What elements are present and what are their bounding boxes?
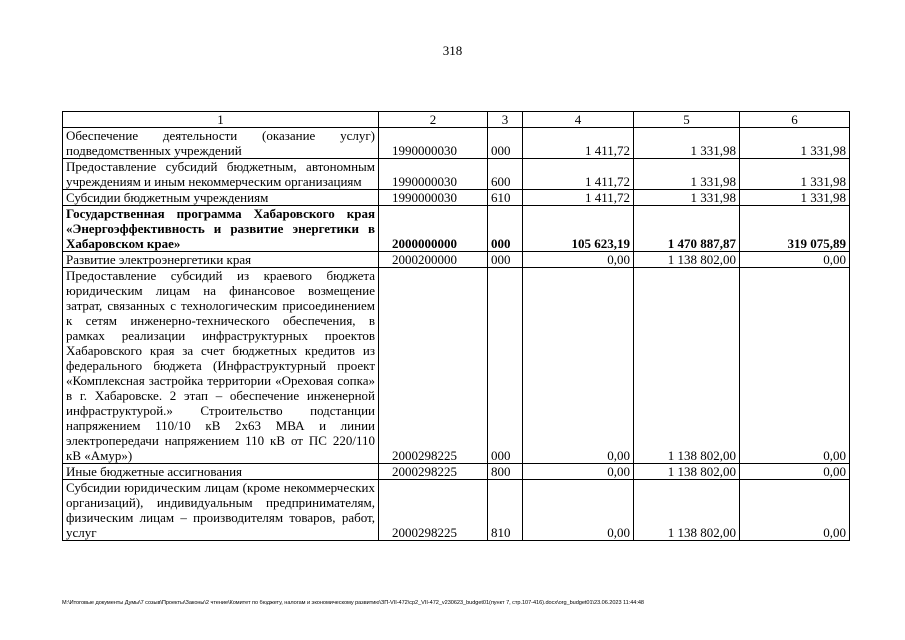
document-path-footer: M:\Итоговые документы Думы\7 созыв\Проекты\Законы\2 чтение\Комитет по бюджету, налогам и экономическому развитию\ЗП-VII-472\ср2_VII-472_v230623_budget01(пункт 7, стр.107-416).docx\org_budget01\23.06.2023 11:44:48 <box>62 600 644 606</box>
table-row <box>63 128 850 159</box>
row-name-cell: Иные бюджетные ассигнования <box>63 464 379 480</box>
amount-2023-cell: 0,00 <box>523 268 634 464</box>
amount-2025-cell: 1 331,98 <box>740 190 850 206</box>
expense-type-cell: 600 <box>488 159 523 190</box>
row-name-cell: Предоставление субсидий бюджетным, автономным учреждениям и иным некоммерческим организациям <box>63 159 379 190</box>
expense-type-cell: 000 <box>488 252 523 268</box>
table-row <box>63 268 850 464</box>
amount-2024-cell: 1 138 802,00 <box>634 480 740 541</box>
expense-type-cell: 810 <box>488 480 523 541</box>
row-name-cell: Развитие электроэнергетики края <box>63 252 379 268</box>
amount-2023-cell: 1 411,72 <box>523 159 634 190</box>
amount-2023-cell: 0,00 <box>523 480 634 541</box>
expense-type-cell: 800 <box>488 464 523 480</box>
target-code-cell: 1990000030 <box>379 190 488 206</box>
amount-2025-cell: 319 075,89 <box>740 206 850 252</box>
amount-2024-cell: 1 138 802,00 <box>634 252 740 268</box>
amount-2025-cell: 0,00 <box>740 480 850 541</box>
row-name-cell: Субсидии юридическим лицам (кроме некоммерческих организаций), индивидуальным предпринимателям, физическим лицам – производителям товаров, работ, услуг <box>63 480 379 541</box>
page-number: 318 <box>442 43 463 58</box>
expense-type-cell: 000 <box>488 206 523 252</box>
amount-2023-cell: 0,00 <box>523 464 634 480</box>
table-row <box>63 206 850 252</box>
amount-2025-cell: 0,00 <box>740 252 850 268</box>
expense-type-cell: 610 <box>488 190 523 206</box>
table-row <box>63 252 850 268</box>
target-code-cell: 1990000030 <box>379 128 488 159</box>
row-name-cell: Субсидии бюджетным учреждениям <box>63 190 379 206</box>
amount-2025-cell: 1 331,98 <box>740 159 850 190</box>
table-row <box>63 159 850 190</box>
amount-2023-cell: 105 623,19 <box>523 206 634 252</box>
target-code-cell: 1990000030 <box>379 159 488 190</box>
budget-table <box>62 111 850 541</box>
column-header: 5 <box>634 112 740 128</box>
amount-2024-cell: 1 331,98 <box>634 190 740 206</box>
row-name-cell: Обеспечение деятельности (оказание услуг) подведомственных учреждений <box>63 128 379 159</box>
column-header: 3 <box>488 112 523 128</box>
row-name-cell: Государственная программа Хабаровского края «Энергоэффективность и развитие энергетики в Хабаровском крае» <box>63 206 379 252</box>
column-header: 1 <box>63 112 379 128</box>
amount-2023-cell: 0,00 <box>523 252 634 268</box>
amount-2023-cell: 1 411,72 <box>523 190 634 206</box>
amount-2024-cell: 1 470 887,87 <box>634 206 740 252</box>
expense-type-cell: 000 <box>488 128 523 159</box>
expense-type-cell: 000 <box>488 268 523 464</box>
target-code-cell: 2000298225 <box>379 464 488 480</box>
row-name-cell: Предоставление субсидий из краевого бюджета юридическим лицам на финансовое возмещение затрат, связанных с технологическим присоединением к сетям инженерно-технического обеспечения, в рамках реализации инфраструктурных проектов Хабаровского края за счет бюджетных кредитов из федерального бюджета (Инфраструктурный проект «Комплексная застройка территории «Ореховая сопка» в г. Хабаровске. 2 этап – обеспечение инженерной инфраструктурой.» Строительство подстанции напряжением 110/10 кВ 2х63 МВА и линии электропередачи напряжением 110 кВ от ПС 220/110 кВ «Амур») <box>63 268 379 464</box>
amount-2024-cell: 1 138 802,00 <box>634 268 740 464</box>
amount-2024-cell: 1 138 802,00 <box>634 464 740 480</box>
amount-2024-cell: 1 331,98 <box>634 159 740 190</box>
amount-2025-cell: 1 331,98 <box>740 128 850 159</box>
table-row <box>63 480 850 541</box>
target-code-cell: 2000298225 <box>379 480 488 541</box>
amount-2025-cell: 0,00 <box>740 268 850 464</box>
amount-2023-cell: 1 411,72 <box>523 128 634 159</box>
table-header-row <box>63 112 850 128</box>
amount-2024-cell: 1 331,98 <box>634 128 740 159</box>
target-code-cell: 2000200000 <box>379 252 488 268</box>
column-header: 4 <box>523 112 634 128</box>
table-row <box>63 464 850 480</box>
column-header: 6 <box>740 112 850 128</box>
column-header: 2 <box>379 112 488 128</box>
table-row <box>63 190 850 206</box>
target-code-cell: 2000298225 <box>379 268 488 464</box>
target-code-cell: 2000000000 <box>379 206 488 252</box>
amount-2025-cell: 0,00 <box>740 464 850 480</box>
